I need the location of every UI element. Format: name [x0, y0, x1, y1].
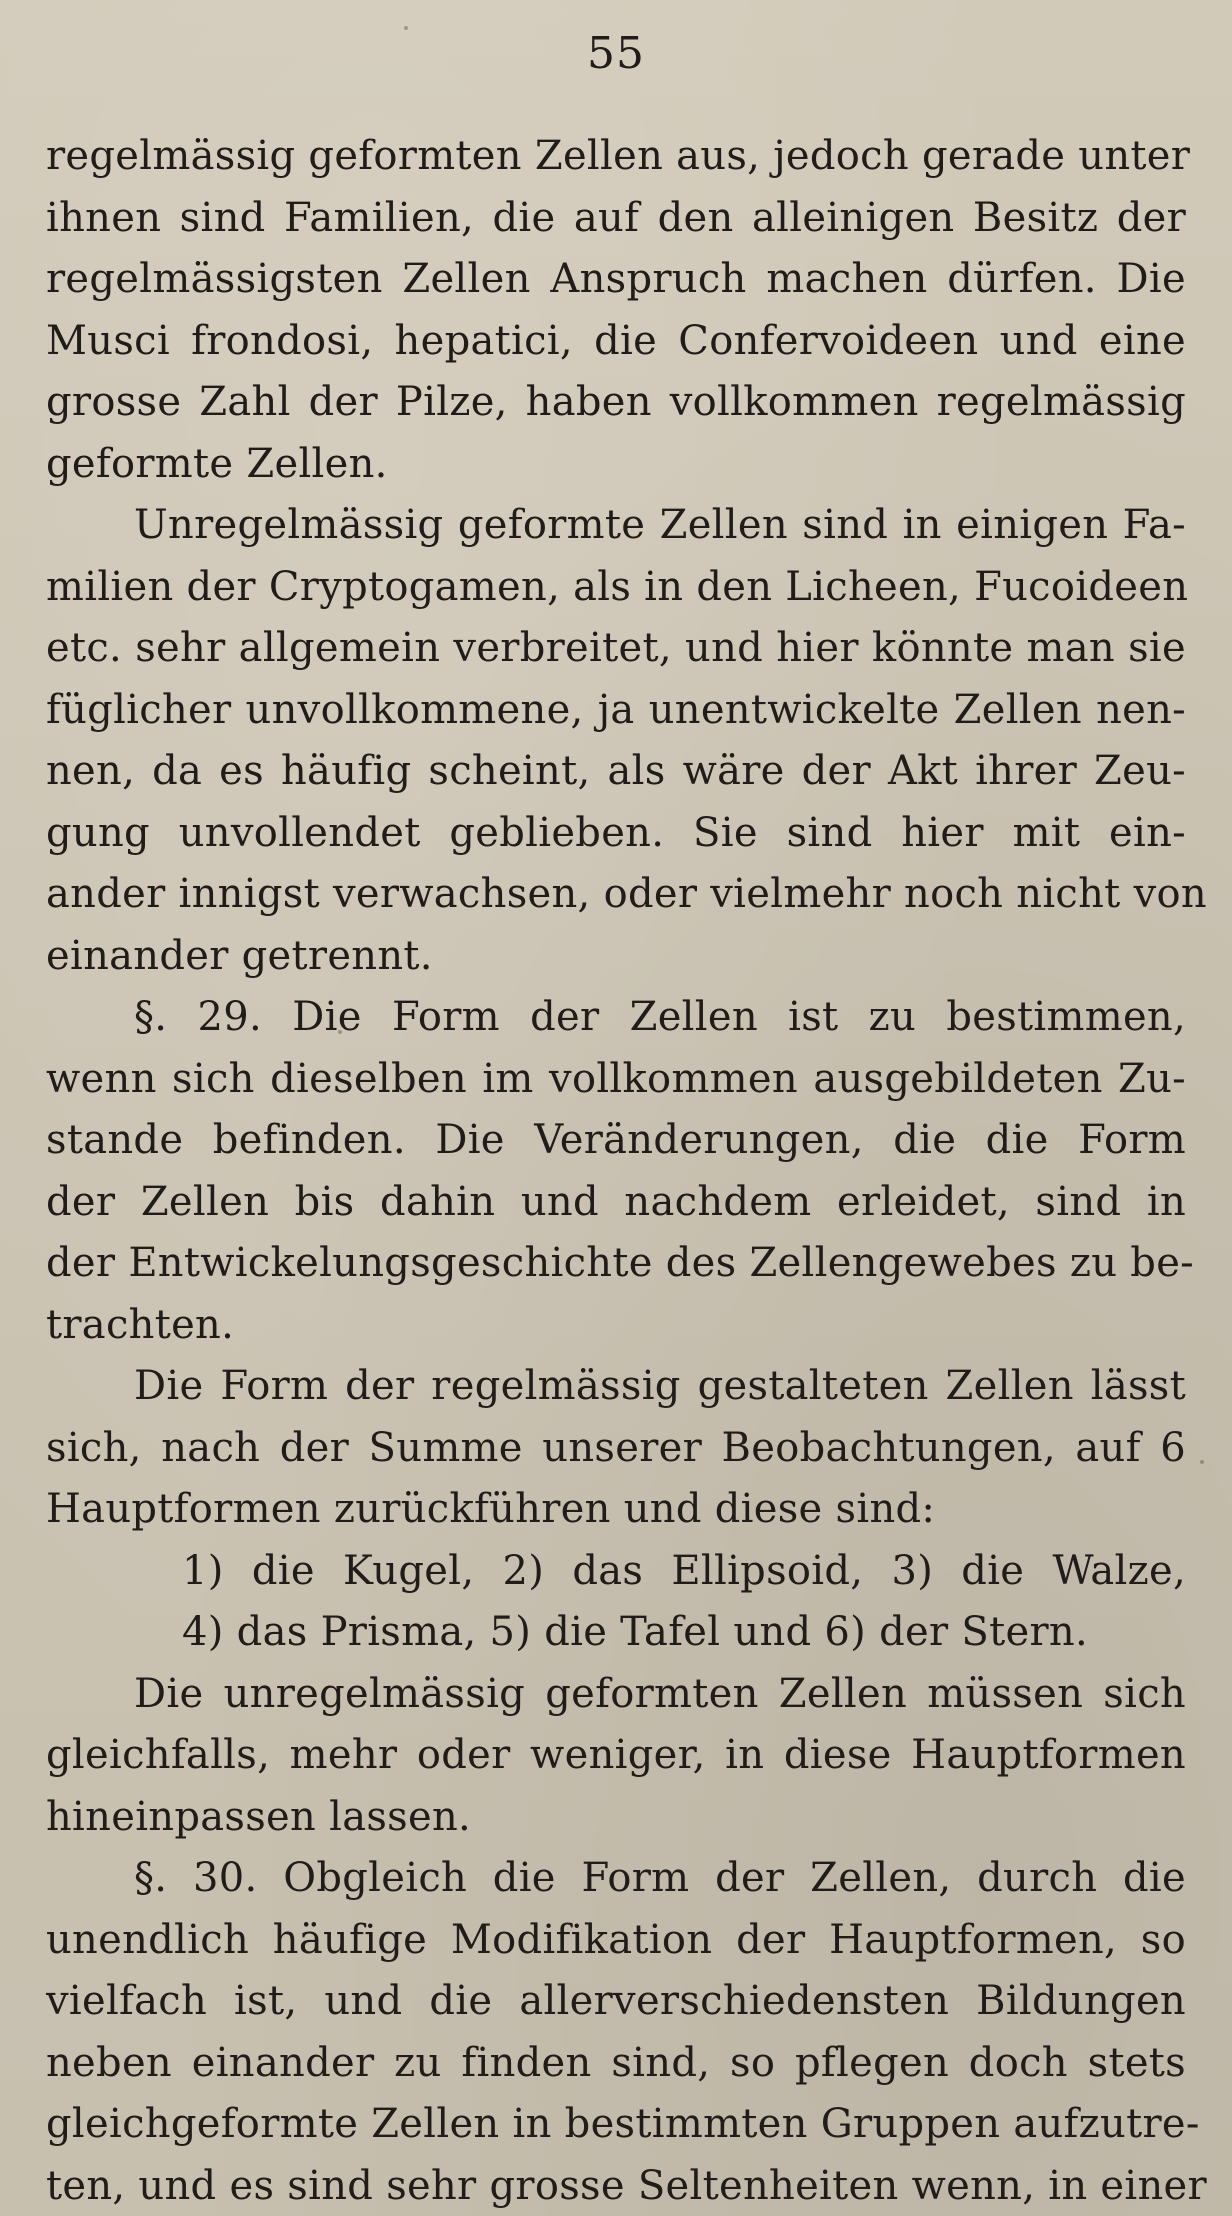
text-line: Die unregelmässig geformten Zellen müssen sich	[134, 1670, 1186, 1717]
section-heading-line: §. 30. Obgleich die Form der Zellen, durch die	[134, 1855, 1186, 1901]
list-line: 1) die Kugel, 2) das Ellipsoid, 3) die Walze,	[182, 1547, 1186, 1594]
text-line: einander getrennt.	[46, 932, 433, 979]
text-line: der Zellen bis dahin und nachdem erleidet, sind in	[46, 1178, 1186, 1225]
body-text	[46, 126, 1207, 2216]
page-number: 55	[587, 28, 645, 79]
list-line: 4) das Prisma, 5) die Tafel und 6) der Stern.	[182, 1609, 1088, 1655]
text-line: gung unvollendet geblieben. Sie sind hier mit ein-	[46, 809, 1186, 856]
text-line: stande befinden. Die Veränderungen, die die Form	[46, 1117, 1186, 1163]
text-line: ihnen sind Familien, die auf den alleinigen Besitz der	[46, 194, 1186, 241]
text-line: hineinpassen lassen.	[46, 1793, 472, 1840]
text-line: Unregelmässig geformte Zellen sind in einigen Fa-	[134, 502, 1186, 548]
text-line: gleichgeformte Zellen in bestimmten Gruppen aufzutre-	[46, 2101, 1200, 2147]
text-line: etc. sehr allgemein verbreitet, und hier könnte man sie	[46, 625, 1186, 671]
text-line: unendlich häufige Modifikation der Hauptformen, so	[46, 1916, 1186, 1963]
text-line: ander innigst verwachsen, oder vielmehr noch nicht von	[46, 871, 1207, 917]
text-line: ten, und es sind sehr grosse Seltenheiten wenn, in einer	[46, 2162, 1207, 2209]
text-line: neben einander zu finden sind, so pflegen doch stets	[46, 2039, 1186, 2086]
text-line: sich, nach der Summe unserer Beobachtungen, auf 6	[46, 1424, 1186, 1471]
text-line: Die Form der regelmässig gestalteten Zellen lässt	[134, 1363, 1186, 1409]
text-line: regelmässig geformten Zellen aus, jedoch gerade unter	[46, 133, 1191, 179]
section-heading-line: §. 29. Die Form der Zellen ist zu bestimmen,	[134, 994, 1186, 1040]
text-line: Musci frondosi, hepatici, die Confervoideen und eine	[46, 317, 1186, 364]
paper-speck	[1200, 1460, 1204, 1464]
text-line: milien der Cryptogamen, als in den Licheen, Fucoideen	[46, 563, 1189, 610]
text-line: vielfach ist, und die allerverschiedensten Bildungen	[46, 1978, 1186, 2024]
text-line: trachten.	[46, 1301, 235, 1348]
text-line: grosse Zahl der Pilze, haben vollkommen regelmässig	[46, 379, 1186, 425]
text-line: füglicher unvollkommene, ja unentwickelte Zellen nen-	[46, 686, 1186, 733]
text-line: nen, da es häufig scheint, als wäre der Akt ihrer Zeu-	[46, 748, 1186, 794]
text-line: geformte Zellen.	[46, 440, 388, 487]
text-line: Hauptformen zurückführen und diese sind:	[46, 1486, 936, 1532]
text-line: wenn sich dieselben im vollkommen ausgebildeten Zu-	[46, 1055, 1186, 1102]
text-line: regelmässigsten Zellen Anspruch machen dürfen. Die	[46, 256, 1186, 302]
text-line: der Entwickelungsgeschichte des Zellengewebes zu be-	[46, 1240, 1194, 1286]
text-line: gleichfalls, mehr oder weniger, in diese Hauptformen	[46, 1732, 1186, 1778]
